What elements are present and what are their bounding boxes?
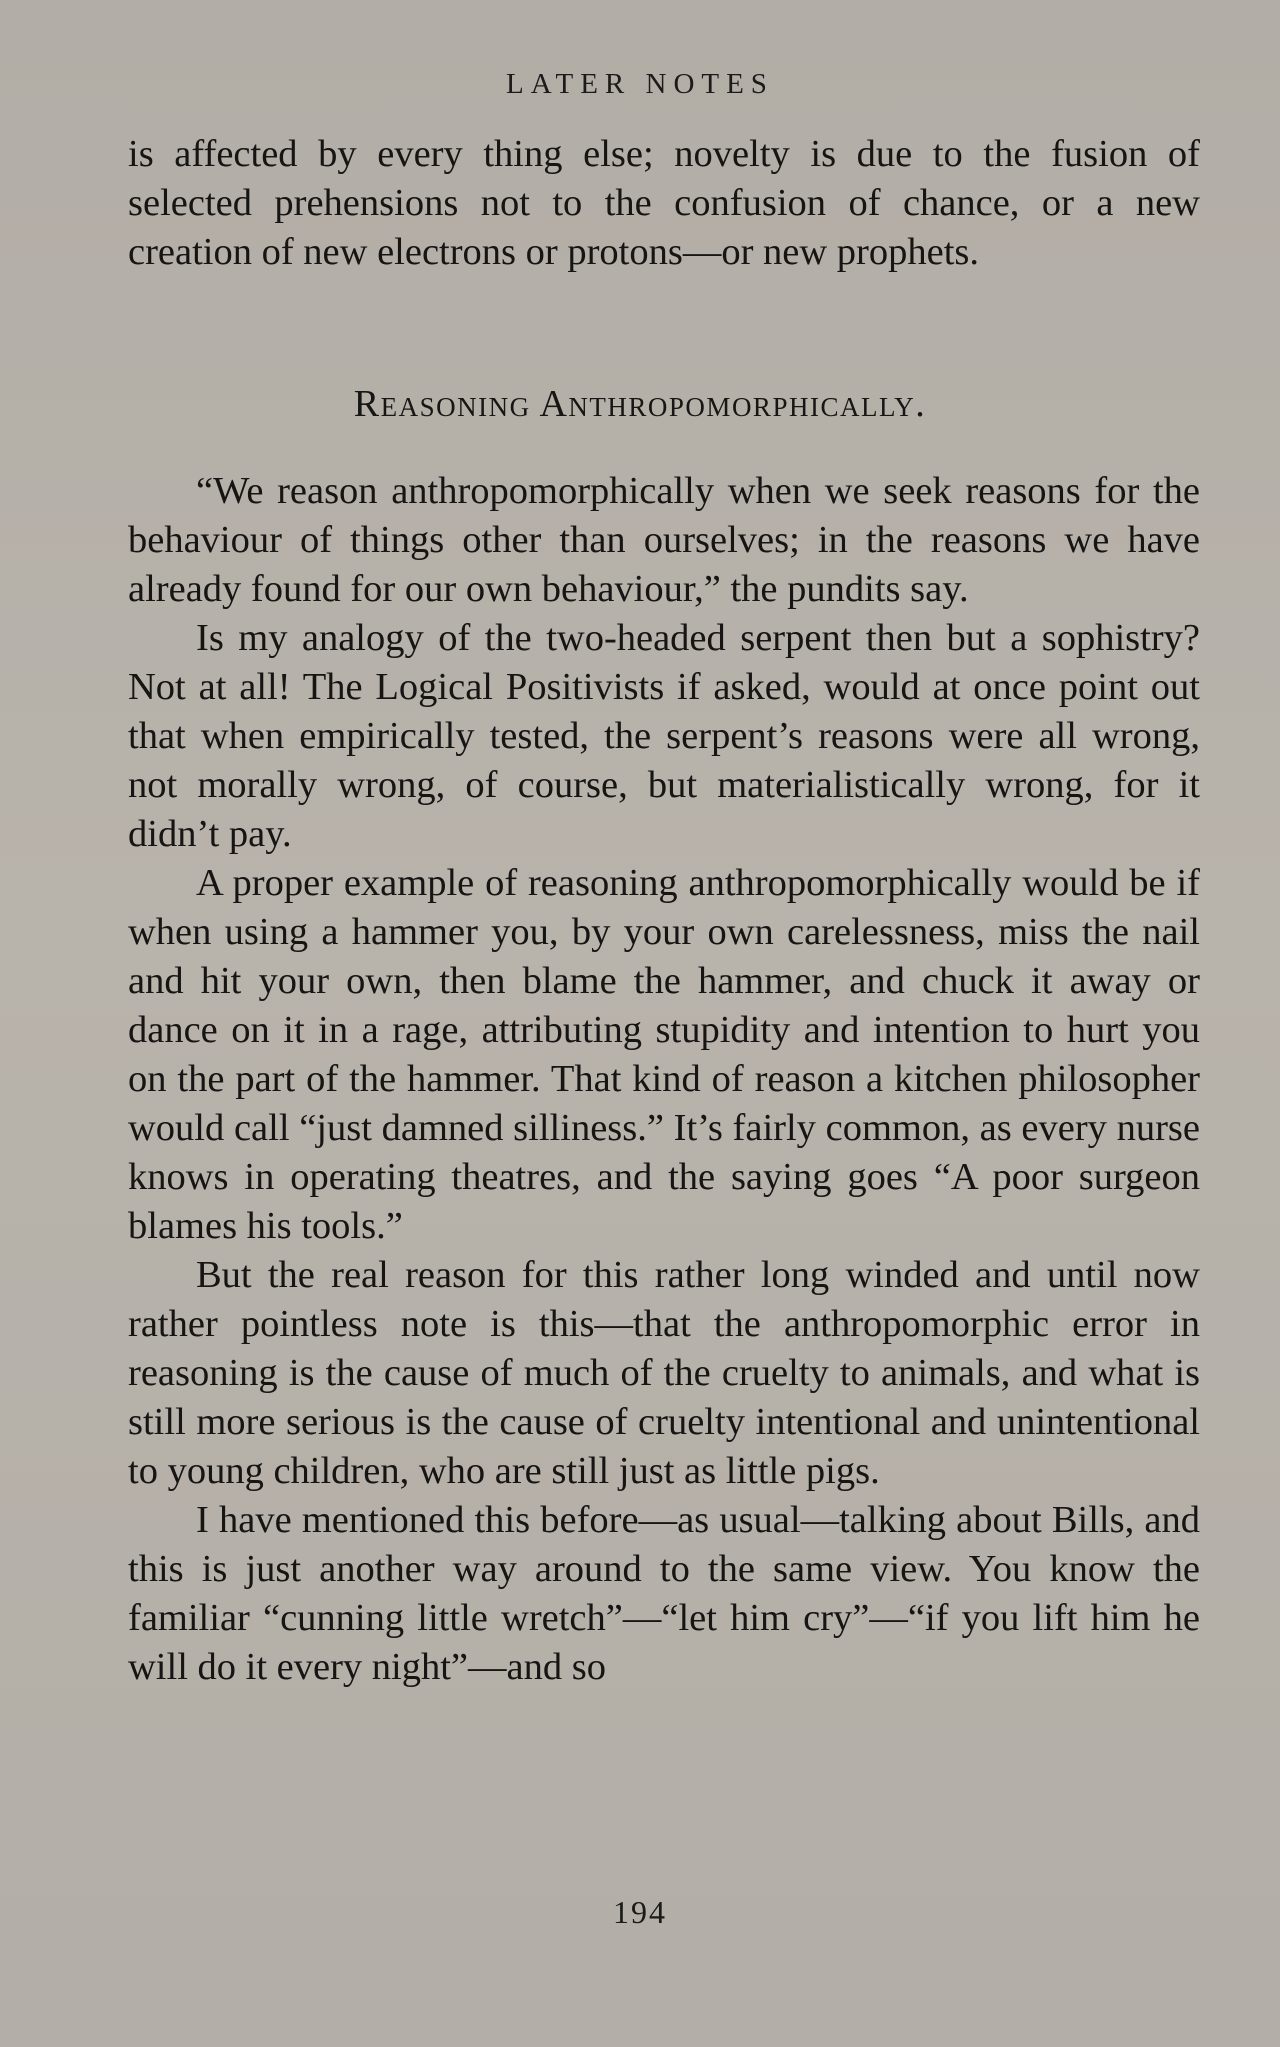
section-body (128, 467, 1200, 1692)
paragraph-4: But the real reason for this rather long winded and until now rather pointless note is this—that the anthropomorphic error in reasoning is the cause of much of the cruelty to animals, and what is still more serious is the cause of cruelty intentional and unintentional to young children, who are still just as little pigs. (128, 1254, 1200, 1492)
paragraph-3: A proper example of reasoning anthropomorphically would be if when using a hammer you, by your own carelessness, miss the nail and hit your own, then blame the hammer, and chuck it away or dance on it in a rage, attributing stupidity and intention to hurt you on the part of the hammer. That kind of reason a kitchen philosopher would call “just damned silliness.” It’s fairly common, as every nurse knows in operating theatres, and the saying goes “A poor surgeon blames his tools.” (128, 862, 1200, 1247)
paragraph-1: “We reason anthropomorphically when we seek reasons for the behaviour of things other than ourselves; in the reasons we have already found for our own behaviour,” the pundits say. (128, 470, 1200, 610)
section-heading: Reasoning Anthropomorphically. (353, 383, 927, 425)
paragraph-2: Is my analogy of the two-headed serpent then but a sophistry? Not at all! The Logical Positivists if asked, would at once point out that when empirically tested, the serpent’s reasons were all wrong, not morally wrong, of course, but materialistically wrong, for it didn’t pay. (128, 617, 1200, 855)
page-number: 194 (613, 1894, 667, 1930)
paragraph-5: I have mentioned this before—as usual—talking about Bills, and this is just another way around to the same view. You know the familiar “cunning little wretch”—“let him cry”—“if you lift him he will do it every night”—and so (128, 1499, 1200, 1688)
opening-paragraph: is affected by every thing else; novelty is due to the fusion of selected prehensions not to the confusion of chance, or a new creation of new electrons or protons—or new prophets. (128, 133, 1200, 273)
running-head: LATER NOTES (506, 68, 774, 100)
opening-text (128, 130, 1200, 277)
